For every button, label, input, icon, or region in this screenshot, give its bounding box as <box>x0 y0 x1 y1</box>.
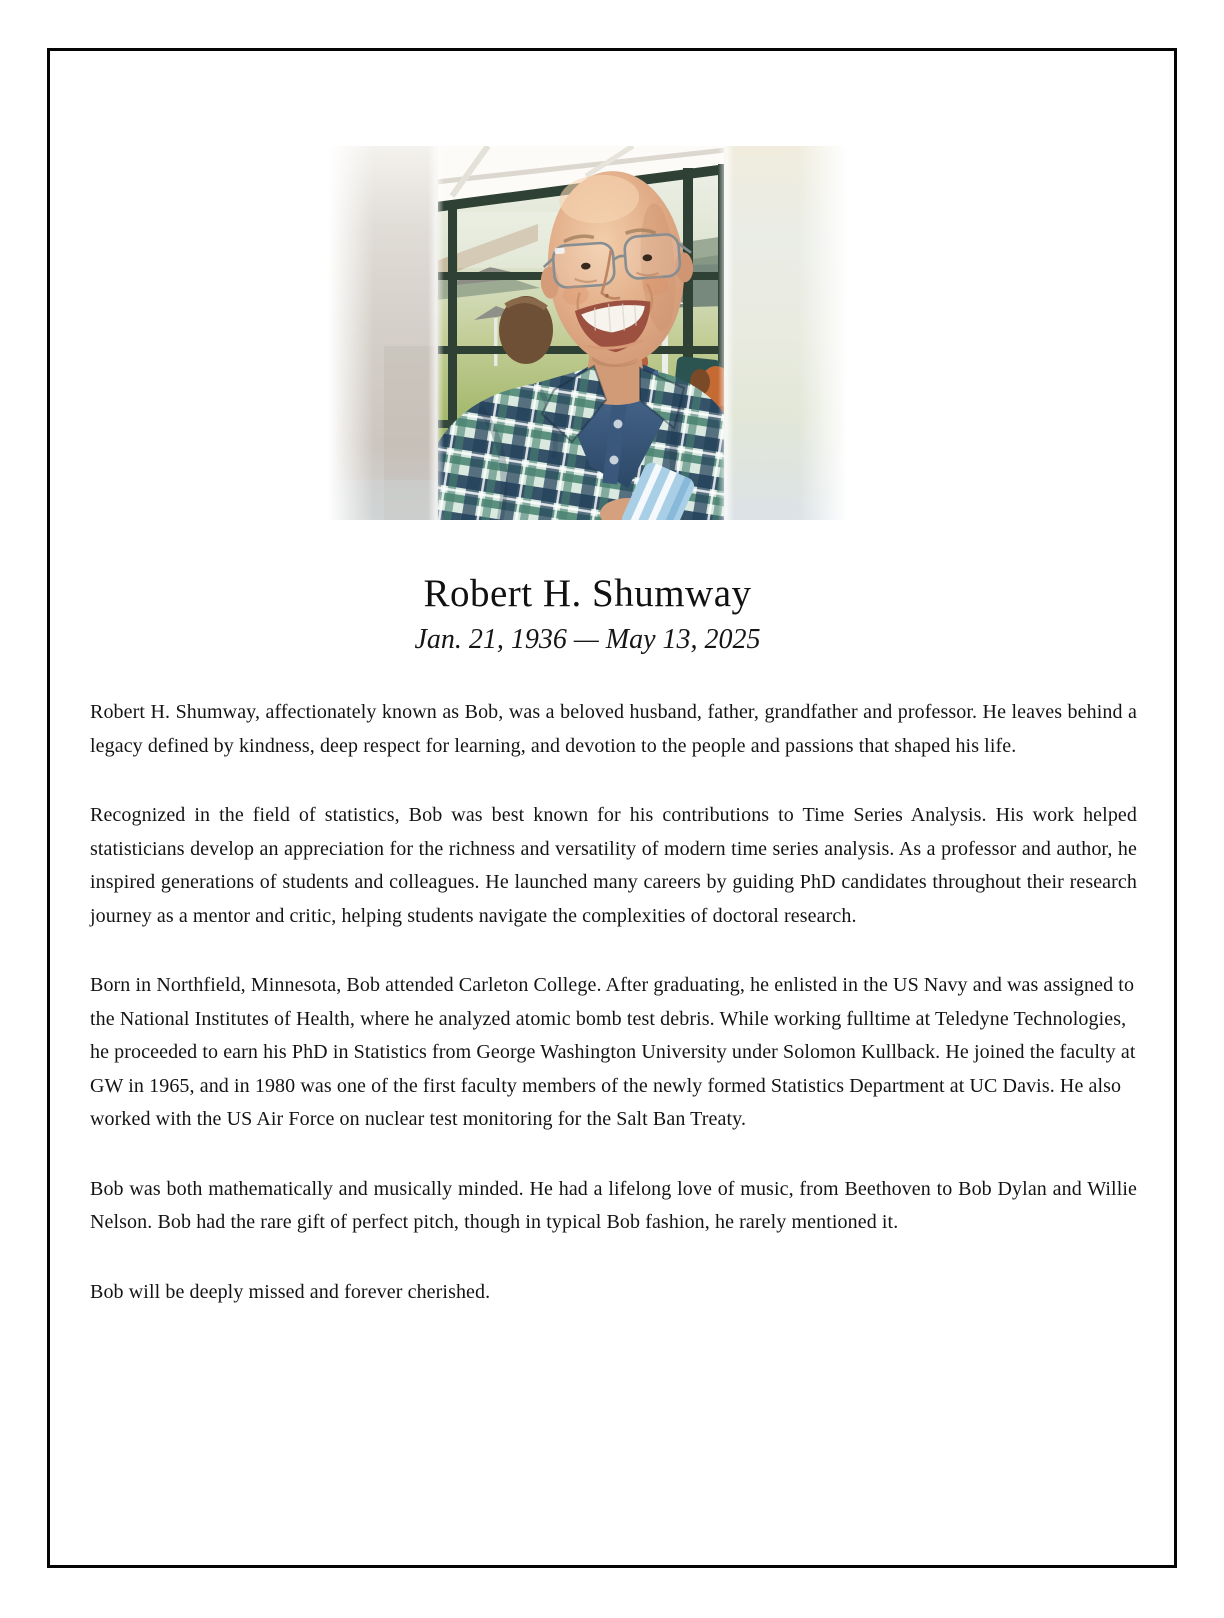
obituary-body <box>90 696 1137 1309</box>
obituary-paragraph: Robert H. Shumway, affectionately known as Bob, was a beloved husband, father, grandfather and professor. He leaves behind a legacy defined by kindness, deep respect for learning, and devotion to the people and passions that shaped his life. <box>90 701 1137 757</box>
deceased-name: Robert H. Shumway <box>423 572 752 615</box>
obituary-paragraph: Bob will be deeply missed and forever cherished. <box>90 1280 491 1303</box>
hero-block <box>64 146 1111 656</box>
obituary-content <box>90 0 1137 1309</box>
portrait-photo-illustration <box>328 146 848 520</box>
obituary-paragraph: Recognized in the field of statistics, Bob was best known for his contributions to Time Series Analysis. His work helped statisticians develop an appreciation for the richness and versatility of modern time series analysis. As a professor and author, he inspired generations of students and colleagues. He launched many careers by guiding PhD candidates throughout their research journey as a mentor and critic, helping students navigate the complexities of doctoral research. <box>90 804 1137 927</box>
life-dates: Jan. 21, 1936 — May 13, 2025 <box>414 623 761 655</box>
obituary-paragraph: Born in Northfield, Minnesota, Bob attended Carleton College. After graduating, he enlisted in the US Navy and was assigned to the National Institutes of Health, where he analyzed atomic bomb test debris. While working fulltime at Teledyne Technologies, he proceeded to earn his PhD in Statistics from George Washington University under Solomon Kullback. He joined the faculty at GW in 1965, and in 1980 was one of the first faculty members of the newly formed Statistics Department at UC Davis. He also worked with the US Air Force on nuclear test monitoring for the Salt Ban Treaty. <box>90 974 1136 1131</box>
obituary-paragraph: Bob was both mathematically and musically minded. He had a lifelong love of music, from Beethoven to Bob Dylan and Willie Nelson. Bob had the rare gift of perfect pitch, though in typical Bob fashion, he rarely mentioned it. <box>90 1177 1137 1234</box>
photo-blur-right <box>718 146 848 520</box>
portrait-photo <box>64 146 1111 520</box>
photo-blur-left <box>328 146 444 520</box>
photo-center <box>428 146 740 520</box>
